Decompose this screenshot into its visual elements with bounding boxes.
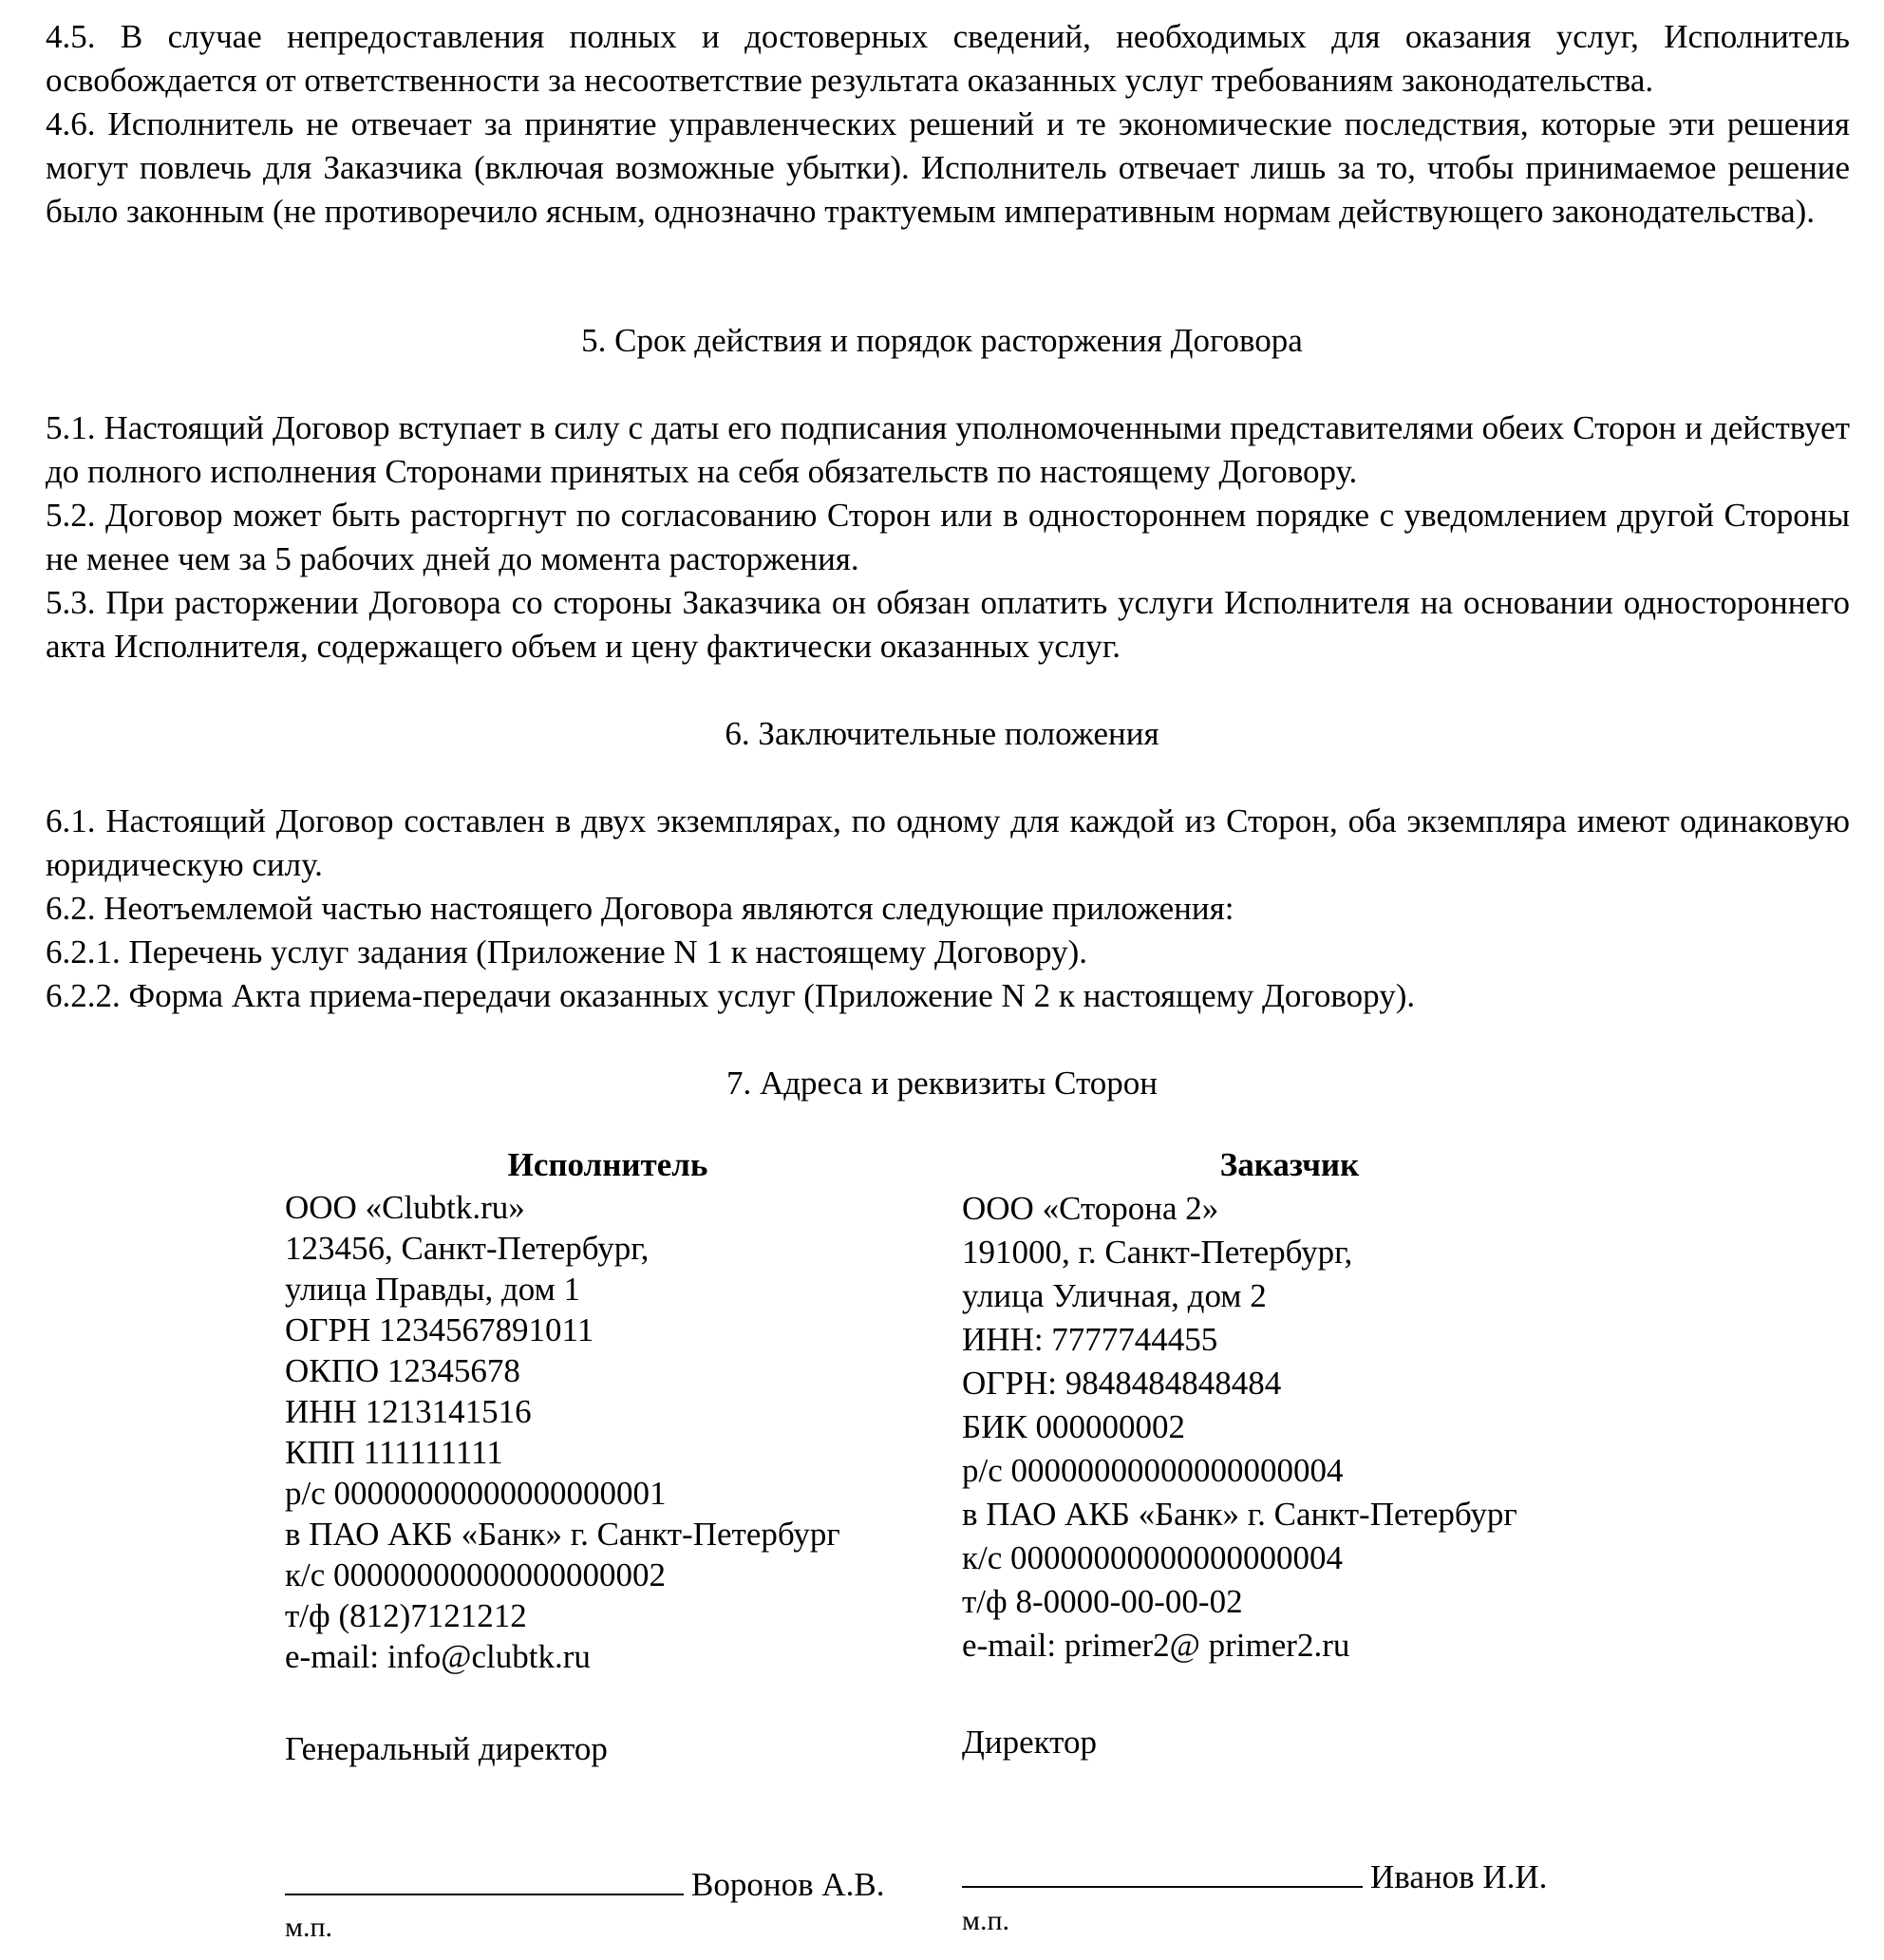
customer-signature-row (962, 1852, 1547, 1899)
customer-line: к/с 00000000000000000004 (962, 1539, 1344, 1576)
customer-line: 191000, г. Санкт-Петербург, (962, 1234, 1353, 1271)
executor-line: т/ф (812)7121212 (285, 1597, 527, 1634)
section-7-heading: 7. Адреса и реквизиты Сторон (725, 1065, 1159, 1102)
clause-6-2: 6.2. Неотъемлемой частью настоящего Договора являются следующие приложения: (46, 890, 1234, 927)
customer-line: т/ф 8-0000-00-00-02 (962, 1583, 1243, 1620)
customer-title: Заказчик (1219, 1146, 1360, 1183)
clause-6-2-2: 6.2.2. Форма Акта приема-передачи оказанных услуг (Приложение N 2 к настоящему Договору). (46, 977, 1416, 1014)
customer-line: ОГРН: 9848484848484 (962, 1365, 1282, 1402)
executor-line: ООО «Clubtk.ru» (285, 1189, 525, 1226)
customer-line: ООО «Сторона 2» (962, 1190, 1219, 1227)
executor-line: к/с 00000000000000000002 (285, 1556, 667, 1593)
executor-line: КПП 111111111 (285, 1434, 503, 1471)
customer-stamp-place: м.п. (962, 1905, 1010, 1936)
customer-line: в ПАО АКБ «Банк» г. Санкт-Петербург (962, 1496, 1517, 1533)
customer-line: ИНН: 7777744455 (962, 1321, 1218, 1358)
customer-line: e-mail: primer2@ primer2.ru (962, 1627, 1350, 1664)
executor-stamp-place: м.п. (285, 1912, 333, 1943)
executor-line: ОГРН 1234567891011 (285, 1311, 594, 1348)
customer-signature-line (962, 1852, 1363, 1888)
clause-5-1: 5.1. Настоящий Договор вступает в силу с даты его подписания уполномоченными представителями обеих Сторон и действует до полного исполнения Сторонами принятых на себя обязательств по настоящему Договору. (46, 409, 1850, 490)
executor-line: ОКПО 12345678 (285, 1352, 520, 1389)
customer-line: улица Уличная, дом 2 (962, 1277, 1267, 1314)
section-6-heading: 6. Заключительные положения (725, 715, 1159, 752)
executor-signature-line (285, 1859, 684, 1895)
section-5-heading: 5. Срок действия и порядок расторжения Договора (581, 322, 1303, 359)
executor-signatory: Воронов А.В. (691, 1866, 885, 1903)
executor-line: 123456, Санкт-Петербург, (285, 1230, 650, 1267)
clause-4-6: 4.6. Исполнитель не отвечает за принятие управленческих решений и те экономические последствия, которые эти решения могут повлечь для Заказчика (включая возможные убытки). Исполнитель отвечает лишь за то, чтобы принимаемое решение было законным (не противоречило ясным, однозначно трактуемым императивным нормам действующего законодательства). (46, 105, 1850, 230)
executor-line: ИНН 1213141516 (285, 1393, 532, 1430)
customer-line: БИК 000000002 (962, 1408, 1185, 1445)
executor-line: в ПАО АКБ «Банк» г. Санкт-Петербург (285, 1516, 840, 1553)
customer-position: Директор (962, 1724, 1098, 1761)
clause-5-3: 5.3. При расторжении Договора со стороны Заказчика он обязан оплатить услуги Исполнителя на основании одностороннего акта Исполнителя, содержащего объем и цену фактически оказанных услуг. (46, 584, 1850, 665)
customer-signatory: Иванов И.И. (1370, 1858, 1548, 1895)
executor-line: улица Правды, дом 1 (285, 1271, 581, 1308)
clause-6-1: 6.1. Настоящий Договор составлен в двух экземплярах, по одному для каждой из Сторон, оба экземпляра имеют одинаковую юридическую силу. (46, 802, 1850, 883)
executor-title: Исполнитель (507, 1146, 708, 1183)
executor-details (285, 1143, 950, 1677)
customer-details (962, 1143, 1627, 1668)
executor-line: р/с 00000000000000000001 (285, 1475, 667, 1512)
clause-5-2: 5.2. Договор может быть расторгнут по согласованию Сторон или в одностороннем порядке с уведомлением другой Стороны не менее чем за 5 рабочих дней до момента расторжения. (46, 497, 1850, 577)
executor-line: e-mail: info@clubtk.ru (285, 1638, 591, 1675)
customer-line: р/с 00000000000000000004 (962, 1452, 1344, 1489)
clause-4-5: 4.5. В случае непредоставления полных и достоверных сведений, необходимых для оказания услуг, Исполнитель освобождается от ответственности за несоответствие результата оказанных услуг требованиям законодательства. (46, 18, 1850, 99)
clause-6-2-1: 6.2.1. Перечень услуг задания (Приложение N 1 к настоящему Договору). (46, 933, 1087, 971)
executor-position: Генеральный директор (285, 1730, 608, 1767)
executor-signature-row (285, 1859, 884, 1907)
